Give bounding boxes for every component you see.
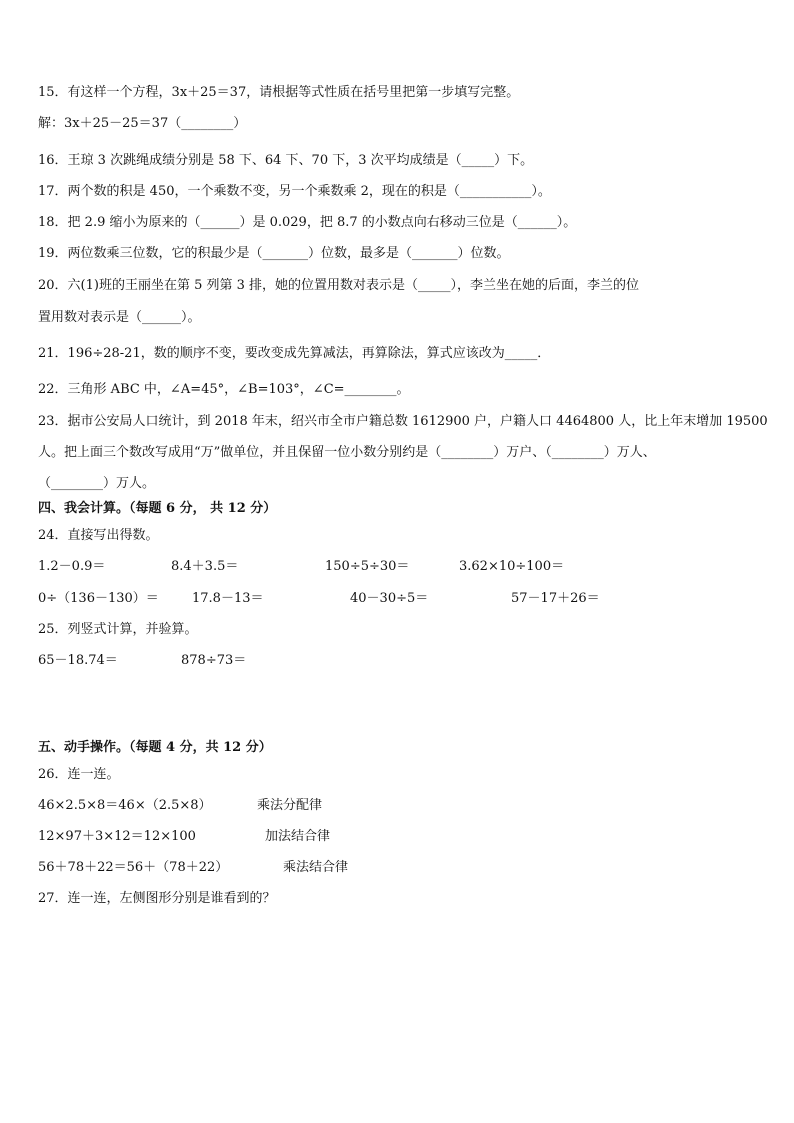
question-20-line2: 置用数对表示是（______）。	[38, 310, 201, 325]
question-22: 22．三角形 ABC 中，∠A=45°，∠B=103°，∠C=________。	[38, 382, 410, 397]
calc-item-8: 57－17＋26＝	[511, 591, 600, 606]
match-right-2: 加法结合律	[265, 829, 331, 844]
question-21: 21．196÷28-21，数的顺序不变，要改变成先算减法，再算除法，算式应该改为_____．	[38, 346, 551, 361]
calc-item-1: 1.2－0.9＝	[38, 559, 106, 574]
section-4-heading: 四、我会计算。（每题 6 分， 共 12 分）	[38, 501, 277, 516]
question-19: 19．两位数乘三位数，它的积最少是（_______）位数，最多是（_______）位数。	[38, 246, 510, 261]
question-27: 27．连一连，左侧图形分别是谁看到的？	[38, 891, 276, 906]
question-23-line2: 人。把上面三个数改写成用“万”做单位，并且保留一位小数分别约是（________）万户、（________）万人、	[38, 445, 656, 460]
question-15: 15．有这样一个方程，3x＋25＝37，请根据等式性质在括号里把第一步填写完整。	[38, 85, 520, 100]
match-right-3: 乘法结合律	[283, 860, 349, 875]
vertical-calc-1: 65－18.74＝	[38, 653, 118, 668]
match-left-1: 46×2.5×8＝46×（2.5×8）	[38, 798, 212, 813]
calc-item-5: 0÷（136－130）＝	[38, 591, 159, 606]
calc-item-4: 3.62×10÷100＝	[459, 559, 565, 574]
question-25: 25．列竖式计算，并验算。	[38, 622, 198, 637]
match-left-2: 12×97＋3×12＝12×100	[38, 829, 196, 844]
question-23-line1: 23．据市公安局人口统计，到 2018 年末，绍兴市全市户籍总数 1612900 户，户籍人口 4464800 人，比上年末增加 19500	[38, 414, 768, 429]
calc-item-6: 17.8－13＝	[192, 591, 264, 606]
vertical-calc-2: 878÷73＝	[181, 653, 247, 668]
question-17: 17．两个数的积是 450，一个乘数不变，另一个乘数乘 2，现在的积是（___________）。	[38, 184, 551, 199]
question-18: 18．把 2.9 缩小为原来的（______）是 0.029，把 8.7 的小数点向右移动三位是（______）。	[38, 215, 577, 230]
calc-item-2: 8.4＋3.5＝	[171, 559, 239, 574]
match-left-3: 56＋78＋22＝56＋（78＋22）	[38, 860, 229, 875]
question-20-line1: 20．六(1)班的王丽坐在第 5 列第 3 排，她的位置用数对表示是（_____），李兰坐在她的后面，李兰的位	[38, 278, 640, 293]
question-16: 16．王琼 3 次跳绳成绩分别是 58 下、64 下、70 下，3 次平均成绩是（_____）下。	[38, 153, 534, 168]
question-24: 24．直接写出得数。	[38, 528, 159, 543]
question-26: 26．连一连。	[38, 767, 120, 782]
calc-item-3: 150÷5÷30＝	[325, 559, 410, 574]
section-5-heading: 五、动手操作。（每题 4 分，共 12 分）	[38, 740, 272, 755]
question-15-solution: 解：3x＋25－25＝37（________）	[38, 116, 247, 131]
calc-item-7: 40－30÷5＝	[350, 591, 429, 606]
match-right-1: 乘法分配律	[257, 798, 323, 813]
question-23-line3: （________）万人。	[38, 476, 156, 491]
